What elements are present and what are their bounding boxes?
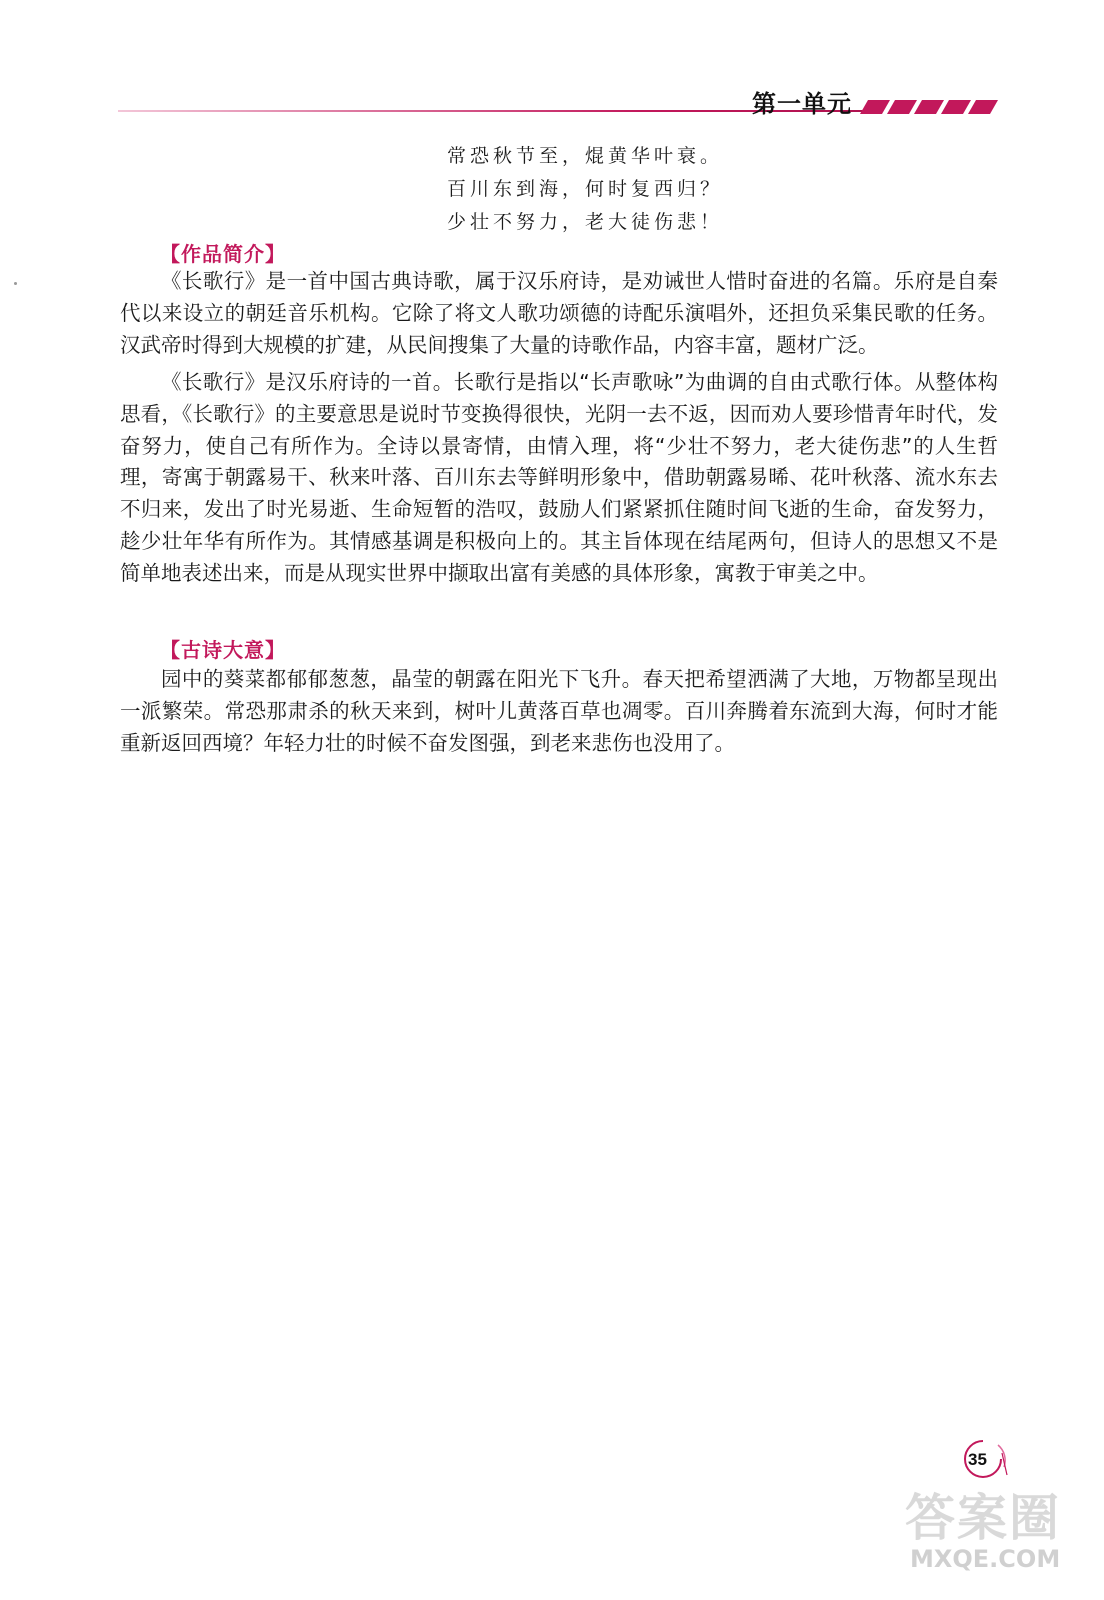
intro-heading: 【作品简介】 [160,242,286,266]
meaning-heading: 【古诗大意】 [160,638,286,662]
watermark-logo: 答案圈 [905,1489,1061,1547]
page-number: 35 [968,1450,987,1469]
meaning-paragraph: 园中的葵菜都郁郁葱葱，晶莹的朝露在阳光下飞升。春天把希望洒满了大地，万物都呈现出一派繁荣。常恐那肃杀的秋天来到，树叶儿黄落百草也凋零。百川奔腾着东流到大海，何时才能重新返回西境？年轻力壮的时候不奋发图强，到老来悲伤也没用了。 [120,667,998,755]
unit-title: 第一单元 [752,90,852,118]
intro-paragraph-1: 《长歌行》是一首中国古典诗歌，属于汉乐府诗，是劝诫世人惜时奋进的名篇。乐府是自秦代以来设立的朝廷音乐机构。它除了将文人歌功颂德的诗配乐演唱外，还担负采集民歌的任务。汉武帝时得到大规模的扩建，从民间搜集了大量的诗歌作品，内容丰富，题材广泛。 [120,269,998,357]
poem-line: 少壮不努力，老大徒伤悲！ [447,211,724,233]
header-stripes-decoration [860,98,1005,116]
poem-line: 百川东到海，何时复西归？ [447,178,724,200]
watermark-url: MXQE.COM [910,1545,1061,1573]
intro-paragraph-2: 《长歌行》是汉乐府诗的一首。长歌行是指以“长声歌咏”为曲调的自由式歌行体。从整体构思看，《长歌行》的主要意思是说时节变换得很快，光阴一去不返，因而劝人要珍惜青年时代，发奋努力，使自己有所作为。全诗以景寄情，由情入理，将“少壮不努力，老大徒伤悲”的人生哲理，寄寓于朝露易干、秋来叶落、百川东去等鲜明形象中，借助朝露易晞、花叶秋落、流水东去不归来，发出了时光易逝、生命短暂的浩叹，鼓励人们紧紧抓住随时间飞逝的生命，奋发努力，趁少壮年华有所作为。其情感基调是积极向上的。其主旨体现在结尾两句，但诗人的思想又不是简单地表述出来，而是从现实世界中撷取出富有美感的具体形象，寓教于审美之中。 [120,370,998,585]
scan-speck [14,282,17,285]
poem-line: 常恐秋节至，焜黄华叶衰。 [447,145,724,167]
poem-block [447,140,723,239]
